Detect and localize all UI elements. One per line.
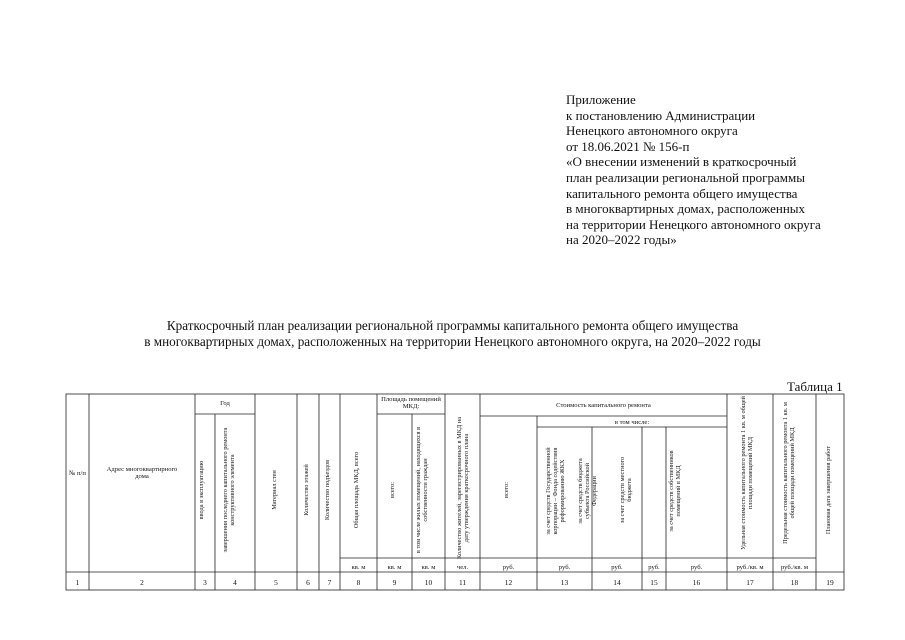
unit-max-cost: руб./кв. м [780, 564, 809, 571]
appendix-line: капитального ремонта общего имущества [566, 185, 798, 201]
column-number: 1 [75, 578, 80, 587]
header-cost-subject: за счет средств бюджета субъекта Российской Федерации [577, 458, 598, 524]
column-number: 11 [458, 578, 467, 587]
header-max-cost: Предельная стоимость капитального ремонта 1 кв. м общей площади помещений МКД [782, 402, 796, 544]
column-number: 7 [327, 578, 332, 587]
header-cost-fund: за счет средств Государственной корпорации – Фонда содействия реформированию ЖКХ [545, 447, 566, 535]
column-number: 12 [504, 578, 513, 587]
unit-total-area: кв. м [351, 564, 366, 571]
unit-cost-local: руб. [648, 564, 660, 571]
column-number: 10 [424, 578, 433, 587]
column-number: 18 [790, 578, 799, 587]
appendix-line: «О внесении изменений в краткосрочный [566, 154, 797, 170]
header-wall-material: Материал стен [271, 470, 278, 510]
unit-unit-cost: руб./кв. м [736, 564, 764, 571]
title-line-2: в многоквартирных домах, расположенных на территории Ненецкого автономного округа, на 2020–2022 годы [144, 334, 761, 349]
unit-cost-owners: руб. [690, 564, 703, 571]
header-cost: Стоимость капитального ремонта [556, 402, 651, 409]
column-number: 14 [613, 578, 621, 587]
column-number: 4 [233, 578, 237, 587]
header-year-last-repair: завершения последнего капитального ремонта конструктивного элемента [222, 427, 236, 553]
unit-premises-total: кв. м [387, 564, 402, 571]
header-year: Год [220, 400, 230, 407]
header-year-commission: ввода в эксплуатацию [198, 460, 205, 520]
column-number: 9 [392, 578, 397, 587]
header-premises-area: Площадь помещений МКД: [381, 396, 441, 411]
header-cost-owners: за счет средств собственников помещений в МКД [668, 450, 682, 532]
appendix-line: на 2020–2022 годы» [566, 232, 677, 248]
header-total-area: Общая площадь МКД, всего [353, 451, 360, 529]
column-number: 13 [560, 578, 569, 587]
header-cost-total: всего: [503, 482, 510, 498]
header-planned-date: Плановая дата завершения работ [825, 445, 832, 535]
appendix-line: Приложение [566, 92, 636, 107]
unit-cost-subject: руб. [611, 564, 623, 571]
unit-cost-fund: руб. [558, 564, 571, 571]
appendix-line: к постановлению Администрации [566, 107, 756, 123]
column-number: 2 [140, 578, 144, 587]
header-cost-local: за счет средств местного бюджета [619, 456, 633, 524]
header-entrances: Количество подъездов [324, 459, 331, 521]
table-label: Таблица 1 [787, 379, 843, 394]
column-number: 3 [203, 578, 207, 587]
column-number: 16 [692, 578, 701, 587]
unit-premises-residential: кв. м [421, 564, 436, 571]
appendix-line: на территории Ненецкого автономного округа [566, 216, 821, 232]
appendix-line: от 18.06.2021 № 156-п [566, 138, 690, 154]
title-line-1: Краткосрочный план реализации региональной программы капитального ремонта общего имущества [166, 318, 739, 333]
appendix-line: Ненецкого автономного округа [566, 123, 738, 139]
unit-residents: чел. [456, 564, 469, 571]
header-address: Адрес многоквартирного дома [106, 466, 178, 481]
column-number: 19 [826, 578, 834, 587]
header-cost-including: в том числе: [614, 419, 650, 426]
column-number: 15 [650, 578, 658, 587]
header-floors: Количество этажей [303, 464, 310, 516]
header-residents: Количество жителей, зарегистрированных в МКД на дату утверждения краткосрочного плана [456, 417, 470, 559]
header-unit-cost: Удельная стоимость капитального ремонта 1 кв. м общей площади помещений МКД [740, 396, 754, 550]
column-number: 5 [274, 578, 278, 587]
column-number: 17 [746, 578, 754, 587]
header-premises-residential: в том числе жилых помещений, находящихся в собственности граждан [415, 426, 429, 554]
column-number: 8 [356, 578, 361, 587]
column-number: 6 [306, 578, 310, 587]
appendix-line: в многоквартирных домах, расположенных [566, 201, 806, 217]
header-premises-total: всего: [389, 482, 396, 498]
header-num: № п/п [69, 470, 86, 477]
unit-cost-total: руб. [502, 564, 515, 571]
appendix-line: план реализации региональной программы [566, 169, 805, 185]
